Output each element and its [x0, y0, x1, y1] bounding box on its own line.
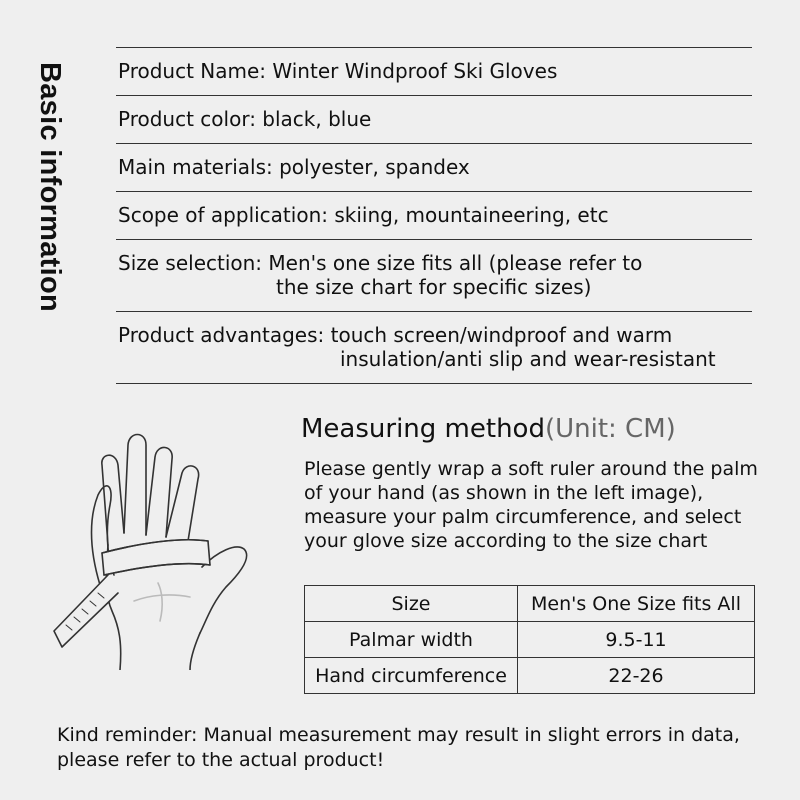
table-cell: Palmar width: [305, 622, 518, 658]
info-row-materials: [116, 143, 752, 191]
table-row: [305, 658, 755, 694]
table-row: [305, 622, 755, 658]
info-value-cont: the size chart for specific sizes): [276, 275, 592, 299]
info-row-product-name: [116, 47, 752, 95]
info-value: touch screen/windproof and warm: [330, 323, 673, 347]
measuring-title-text: Measuring method: [301, 414, 545, 444]
info-row-size: [116, 239, 752, 311]
info-label: Scope of application:: [118, 203, 335, 227]
side-title-text: Basic information: [34, 62, 66, 313]
info-list: [116, 47, 752, 384]
kind-reminder: Kind reminder: Manual measurement may result in slight errors in data, please refer to the actual product!: [57, 724, 740, 771]
info-label: Product Name:: [118, 59, 273, 83]
table-header-cell: Size: [305, 586, 518, 622]
info-row-advantages: [116, 311, 752, 384]
table-cell: Hand circumference: [305, 658, 518, 694]
info-label: Product advantages:: [118, 323, 331, 347]
info-value: black, blue: [262, 107, 372, 131]
measuring-title: [301, 414, 676, 444]
info-value: polyester, spandex: [279, 155, 470, 179]
info-value: Men's one size fits all (please refer to: [268, 251, 643, 275]
table-cell: 22-26: [518, 658, 755, 694]
measuring-description: Please gently wrap a soft ruler around the palm of your hand (as shown in the left image), measure your palm circumference, and select your glove size according to the size chart: [304, 458, 758, 552]
info-label: Size selection:: [118, 251, 269, 275]
info-value: skiing, mountaineering, etc: [334, 203, 609, 227]
hand-with-tape-measure-icon: [40, 425, 270, 670]
table-header-cell: Men's One Size fits All: [518, 586, 755, 622]
table-header-row: [305, 586, 755, 622]
info-value-cont: insulation/anti slip and wear-resistant: [340, 347, 716, 371]
measuring-unit: (Unit: CM): [544, 414, 676, 444]
info-row-scope: [116, 191, 752, 239]
info-value: Winter Windproof Ski Gloves: [272, 59, 558, 83]
side-title: [30, 62, 66, 372]
info-label: Product color:: [118, 107, 263, 131]
info-label: Main materials:: [118, 155, 280, 179]
table-cell: 9.5-11: [518, 622, 755, 658]
info-row-color: [116, 95, 752, 143]
size-table: [304, 585, 755, 694]
